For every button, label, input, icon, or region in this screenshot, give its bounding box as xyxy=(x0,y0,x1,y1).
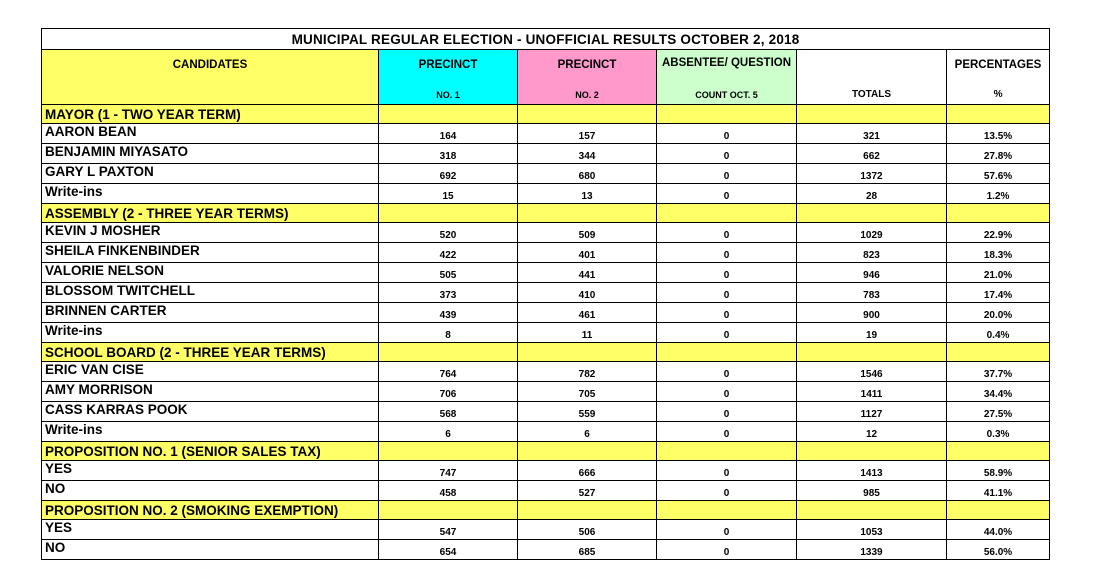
precinct-1-votes: 8 xyxy=(379,323,518,343)
absentee-votes: 0 xyxy=(657,402,797,422)
title-row xyxy=(42,29,1050,50)
table-row xyxy=(42,243,1050,263)
precinct-1-votes: 764 xyxy=(379,362,518,382)
total-votes: 19 xyxy=(797,323,947,343)
vote-percentage: 22.9% xyxy=(947,223,1050,243)
vote-percentage: 13.5% xyxy=(947,124,1050,144)
vote-percentage: 0.4% xyxy=(947,323,1050,343)
absentee-votes: 0 xyxy=(657,283,797,303)
section-blank-cell xyxy=(947,442,1050,461)
absentee-votes: 0 xyxy=(657,303,797,323)
section-title: ASSEMBLY (2 - THREE YEAR TERMS) xyxy=(42,204,379,223)
absentee-votes: 0 xyxy=(657,263,797,283)
header-percent-sign: % xyxy=(993,89,1003,100)
header-percentages-label: PERCENTAGES xyxy=(954,59,1042,71)
header-candidates xyxy=(42,50,379,105)
absentee-votes: 0 xyxy=(657,540,797,560)
total-votes: 1127 xyxy=(797,402,947,422)
candidate-name: SHEILA FINKENBINDER xyxy=(42,243,379,263)
section-blank-cell xyxy=(518,204,657,223)
results-table xyxy=(41,28,1050,560)
total-votes: 985 xyxy=(797,481,947,501)
section-title: PROPOSITION NO. 1 (SENIOR SALES TAX) xyxy=(42,442,379,461)
absentee-votes: 0 xyxy=(657,520,797,540)
absentee-votes: 0 xyxy=(657,323,797,343)
header-absentee-date: COUNT OCT. 5 xyxy=(695,90,758,100)
vote-percentage: 20.0% xyxy=(947,303,1050,323)
total-votes: 900 xyxy=(797,303,947,323)
section-blank-cell xyxy=(379,105,518,124)
section-title: MAYOR (1 - TWO YEAR TERM) xyxy=(42,105,379,124)
precinct-2-votes: 705 xyxy=(518,382,657,402)
table-row xyxy=(42,461,1050,481)
table-row xyxy=(42,422,1050,442)
section-title: PROPOSITION NO. 2 (SMOKING EXEMPTION) xyxy=(42,501,379,520)
section-blank-cell xyxy=(657,204,797,223)
precinct-2-votes: 11 xyxy=(518,323,657,343)
candidate-name: YES xyxy=(42,520,379,540)
section-blank-cell xyxy=(379,501,518,520)
precinct-1-votes: 458 xyxy=(379,481,518,501)
precinct-1-votes: 373 xyxy=(379,283,518,303)
vote-percentage: 0.3% xyxy=(947,422,1050,442)
precinct-2-votes: 410 xyxy=(518,283,657,303)
precinct-1-votes: 747 xyxy=(379,461,518,481)
section-blank-cell xyxy=(379,442,518,461)
table-row xyxy=(42,144,1050,164)
section-blank-cell xyxy=(797,204,947,223)
precinct-1-votes: 654 xyxy=(379,540,518,560)
table-row xyxy=(42,164,1050,184)
precinct-1-votes: 706 xyxy=(379,382,518,402)
candidate-name: VALORIE NELSON xyxy=(42,263,379,283)
vote-percentage: 1.2% xyxy=(947,184,1050,204)
candidate-name: KEVIN J MOSHER xyxy=(42,223,379,243)
precinct-1-votes: 692 xyxy=(379,164,518,184)
candidate-name: BENJAMIN MIYASATO xyxy=(42,144,379,164)
section-blank-cell xyxy=(657,343,797,362)
section-blank-cell xyxy=(947,343,1050,362)
section-blank-cell xyxy=(797,442,947,461)
candidate-name: Write-ins xyxy=(42,184,379,204)
total-votes: 321 xyxy=(797,124,947,144)
vote-percentage: 17.4% xyxy=(947,283,1050,303)
precinct-2-votes: 506 xyxy=(518,520,657,540)
table-row xyxy=(42,303,1050,323)
precinct-1-votes: 439 xyxy=(379,303,518,323)
precinct-1-votes: 164 xyxy=(379,124,518,144)
total-votes: 946 xyxy=(797,263,947,283)
section-blank-cell xyxy=(657,442,797,461)
precinct-2-votes: 680 xyxy=(518,164,657,184)
absentee-votes: 0 xyxy=(657,422,797,442)
section-blank-cell xyxy=(947,501,1050,520)
precinct-2-votes: 6 xyxy=(518,422,657,442)
vote-percentage: 58.9% xyxy=(947,461,1050,481)
vote-percentage: 37.7% xyxy=(947,362,1050,382)
candidate-name: BLOSSOM TWITCHELL xyxy=(42,283,379,303)
vote-percentage: 18.3% xyxy=(947,243,1050,263)
vote-percentage: 41.1% xyxy=(947,481,1050,501)
section-row xyxy=(42,501,1050,520)
precinct-2-votes: 666 xyxy=(518,461,657,481)
page-title: MUNICIPAL REGULAR ELECTION - UNOFFICIAL RESULTS OCTOBER 2, 2018 xyxy=(42,29,1050,50)
candidate-name: NO xyxy=(42,540,379,560)
candidate-name: Write-ins xyxy=(42,422,379,442)
section-row xyxy=(42,442,1050,461)
section-row xyxy=(42,204,1050,223)
section-blank-cell xyxy=(947,204,1050,223)
vote-percentage: 44.0% xyxy=(947,520,1050,540)
total-votes: 1339 xyxy=(797,540,947,560)
table-row xyxy=(42,184,1050,204)
vote-percentage: 27.5% xyxy=(947,402,1050,422)
candidate-name: CASS KARRAS POOK xyxy=(42,402,379,422)
precinct-1-votes: 568 xyxy=(379,402,518,422)
precinct-2-votes: 527 xyxy=(518,481,657,501)
section-blank-cell xyxy=(657,105,797,124)
precinct-2-votes: 344 xyxy=(518,144,657,164)
vote-percentage: 21.0% xyxy=(947,263,1050,283)
precinct-2-votes: 461 xyxy=(518,303,657,323)
absentee-votes: 0 xyxy=(657,382,797,402)
vote-percentage: 57.6% xyxy=(947,164,1050,184)
header-percentages xyxy=(947,50,1050,105)
total-votes: 1029 xyxy=(797,223,947,243)
absentee-votes: 0 xyxy=(657,461,797,481)
section-blank-cell xyxy=(518,343,657,362)
vote-percentage: 27.8% xyxy=(947,144,1050,164)
header-precinct-1 xyxy=(379,50,518,105)
table-row xyxy=(42,263,1050,283)
precinct-2-votes: 13 xyxy=(518,184,657,204)
section-blank-cell xyxy=(379,343,518,362)
absentee-votes: 0 xyxy=(657,144,797,164)
precinct-1-votes: 520 xyxy=(379,223,518,243)
header-precinct-2-label: PRECINCT xyxy=(557,59,617,71)
precinct-1-votes: 318 xyxy=(379,144,518,164)
absentee-votes: 0 xyxy=(657,481,797,501)
precinct-1-votes: 547 xyxy=(379,520,518,540)
absentee-votes: 0 xyxy=(657,164,797,184)
candidate-name: BRINNEN CARTER xyxy=(42,303,379,323)
precinct-1-votes: 15 xyxy=(379,184,518,204)
section-title: SCHOOL BOARD (2 - THREE YEAR TERMS) xyxy=(42,343,379,362)
section-blank-cell xyxy=(518,501,657,520)
section-blank-cell xyxy=(657,501,797,520)
candidate-name: ERIC VAN CISE xyxy=(42,362,379,382)
absentee-votes: 0 xyxy=(657,243,797,263)
precinct-2-votes: 441 xyxy=(518,263,657,283)
table-row xyxy=(42,540,1050,560)
table-row xyxy=(42,323,1050,343)
total-votes: 1411 xyxy=(797,382,947,402)
absentee-votes: 0 xyxy=(657,362,797,382)
table-row xyxy=(42,283,1050,303)
header-row xyxy=(42,50,1050,105)
absentee-votes: 0 xyxy=(657,124,797,144)
precinct-1-votes: 422 xyxy=(379,243,518,263)
table-row xyxy=(42,223,1050,243)
header-precinct-1-label: PRECINCT xyxy=(418,59,478,71)
section-row xyxy=(42,105,1050,124)
header-precinct-1-number: NO. 1 xyxy=(436,90,460,100)
candidate-name: Write-ins xyxy=(42,323,379,343)
header-precinct-2 xyxy=(518,50,657,105)
table-row xyxy=(42,402,1050,422)
section-row xyxy=(42,343,1050,362)
precinct-2-votes: 559 xyxy=(518,402,657,422)
total-votes: 823 xyxy=(797,243,947,263)
precinct-2-votes: 509 xyxy=(518,223,657,243)
vote-percentage: 56.0% xyxy=(947,540,1050,560)
header-absentee xyxy=(657,50,797,105)
precinct-2-votes: 782 xyxy=(518,362,657,382)
candidate-name: YES xyxy=(42,461,379,481)
precinct-2-votes: 685 xyxy=(518,540,657,560)
table-row xyxy=(42,382,1050,402)
header-totals-label: TOTALS xyxy=(851,89,892,100)
table-row xyxy=(42,124,1050,144)
total-votes: 12 xyxy=(797,422,947,442)
table-row xyxy=(42,481,1050,501)
total-votes: 1372 xyxy=(797,164,947,184)
total-votes: 28 xyxy=(797,184,947,204)
candidate-name: AARON BEAN xyxy=(42,124,379,144)
precinct-2-votes: 157 xyxy=(518,124,657,144)
section-blank-cell xyxy=(947,105,1050,124)
section-blank-cell xyxy=(797,105,947,124)
section-blank-cell xyxy=(797,501,947,520)
precinct-1-votes: 6 xyxy=(379,422,518,442)
candidate-name: AMY MORRISON xyxy=(42,382,379,402)
section-blank-cell xyxy=(518,442,657,461)
total-votes: 1413 xyxy=(797,461,947,481)
results-sheet xyxy=(41,28,1049,560)
section-blank-cell xyxy=(518,105,657,124)
header-candidates-label: CANDIDATES xyxy=(172,59,248,71)
table-row xyxy=(42,520,1050,540)
section-blank-cell xyxy=(379,204,518,223)
absentee-votes: 0 xyxy=(657,223,797,243)
total-votes: 662 xyxy=(797,144,947,164)
total-votes: 783 xyxy=(797,283,947,303)
header-absentee-label: ABSENTEE/ QUESTION xyxy=(661,57,792,69)
section-blank-cell xyxy=(797,343,947,362)
header-totals xyxy=(797,50,947,105)
vote-percentage: 34.4% xyxy=(947,382,1050,402)
precinct-1-votes: 505 xyxy=(379,263,518,283)
precinct-2-votes: 401 xyxy=(518,243,657,263)
candidate-name: GARY L PAXTON xyxy=(42,164,379,184)
candidate-name: NO xyxy=(42,481,379,501)
total-votes: 1053 xyxy=(797,520,947,540)
absentee-votes: 0 xyxy=(657,184,797,204)
total-votes: 1546 xyxy=(797,362,947,382)
table-row xyxy=(42,362,1050,382)
header-precinct-2-number: NO. 2 xyxy=(575,90,599,100)
